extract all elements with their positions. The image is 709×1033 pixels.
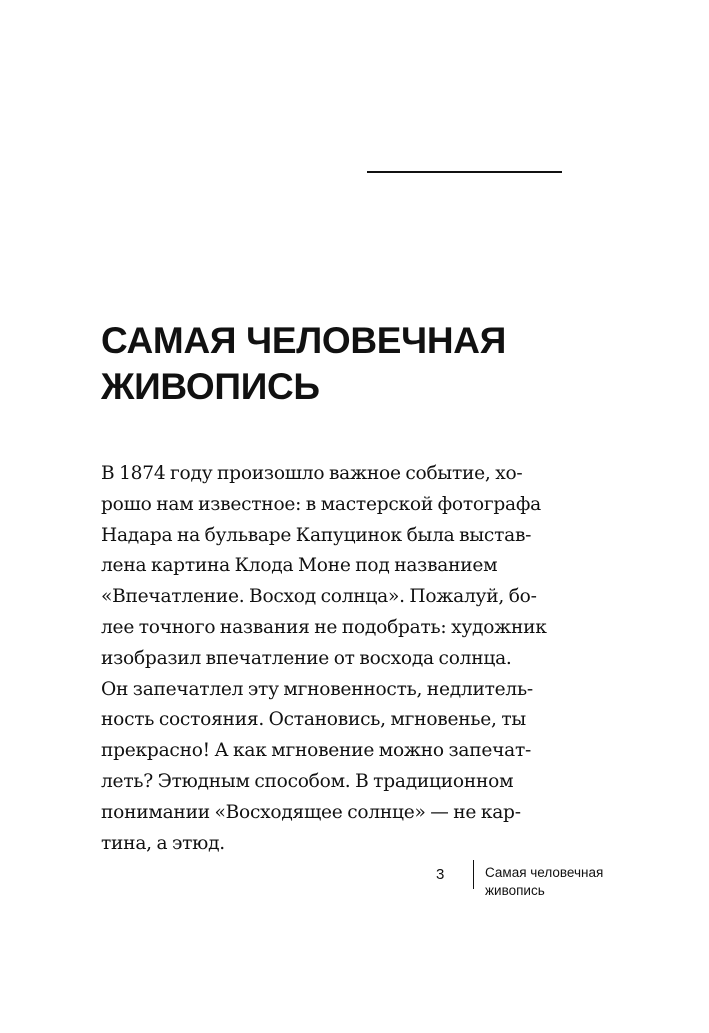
chapter-title-line: САМАЯ ЧЕЛОВЕЧНАЯ <box>101 320 506 361</box>
body-line: изобразил впечатление от восхода солнца. <box>101 647 512 669</box>
running-head <box>485 864 603 900</box>
top-decorative-rule <box>367 171 562 173</box>
body-line: прекрасно! А как мгновение можно запечат- <box>101 740 532 762</box>
body-line: леть? Этюдным способом. В традиционном <box>101 770 514 792</box>
body-line: Надара на бульваре Капуцинок была выстав- <box>101 524 532 546</box>
footer-divider <box>473 860 474 889</box>
page-number: 3 <box>436 866 445 883</box>
body-line: В 1874 году произошло важное событие, хо- <box>101 463 523 484</box>
chapter-title <box>101 318 601 410</box>
body-line: лее точного названия не подобрать: художник <box>101 616 547 638</box>
body-line: Он запечатлел эту мгновенность, недлитель- <box>101 678 533 700</box>
running-head-line: Самая человечная <box>485 865 604 880</box>
body-line: рошо нам известное: в мастерской фотографа <box>101 493 541 515</box>
body-line: тина, а этюд. <box>101 832 225 854</box>
body-line: «Впечатление. Восход солнца». Пожалуй, бо- <box>101 586 537 608</box>
body-paragraph <box>101 459 571 859</box>
running-head-line: живопись <box>485 883 545 898</box>
chapter-title-line: ЖИВОПИСЬ <box>101 366 320 407</box>
body-line: понимании «Восходящее солнце» — не кар- <box>101 801 521 823</box>
body-line: лена картина Клода Моне под названием <box>101 555 498 577</box>
body-line: ность состояния. Остановись, мгновенье, ты <box>101 709 526 731</box>
